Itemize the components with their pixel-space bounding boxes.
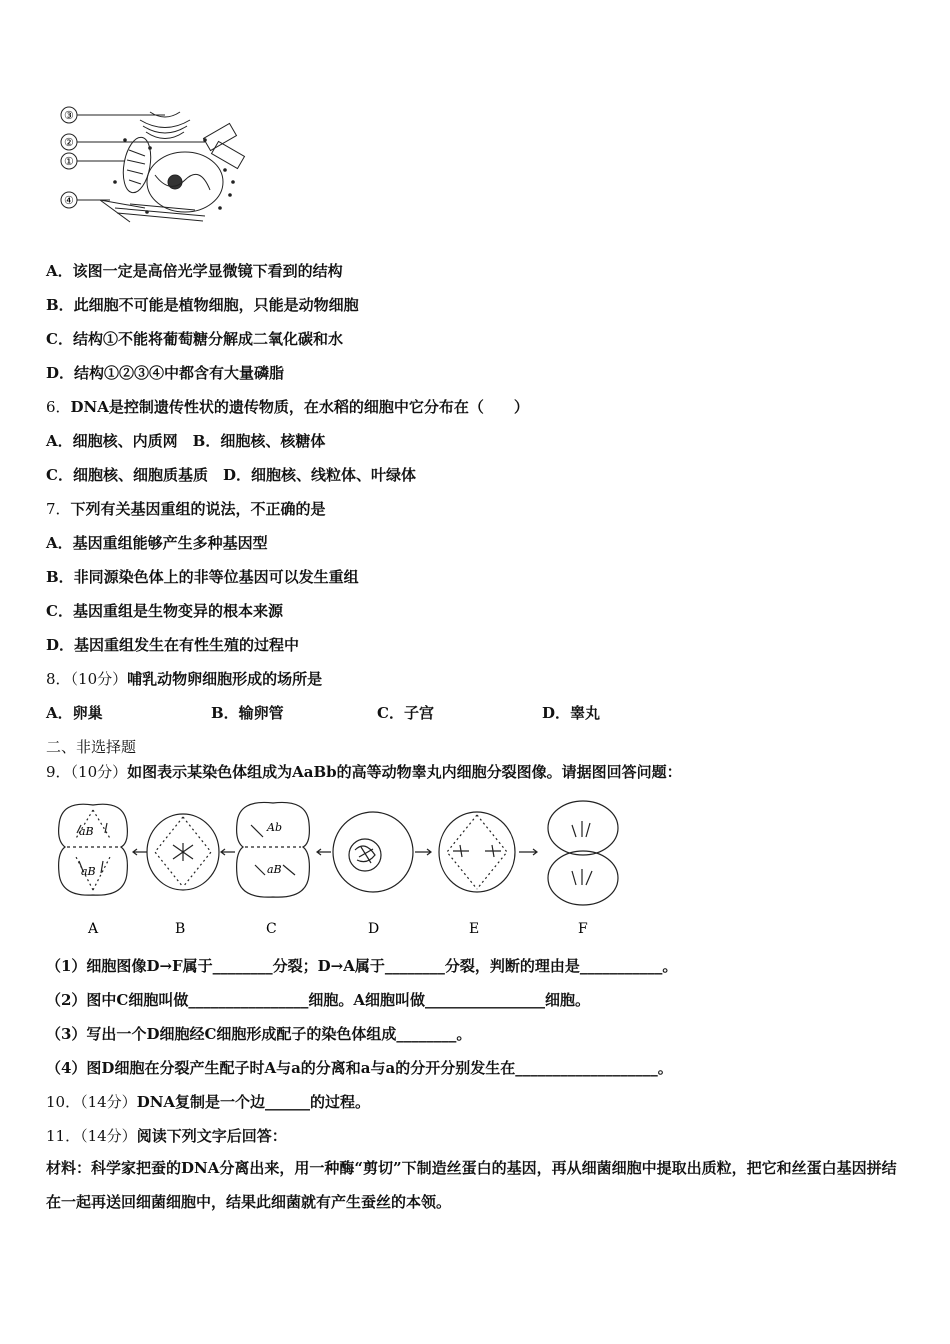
- centriole: [204, 123, 245, 168]
- q6-stem: DNA是控制遗传性状的遗传物质，在水稻的细胞中它分布在（ ）: [70, 398, 529, 416]
- q8-number: 8．（10分）: [46, 670, 128, 688]
- cell-label-a: A: [88, 921, 99, 937]
- q6-options-row1: A．细胞核、内质网 B．细胞核、核糖体: [46, 432, 326, 450]
- q11-stem: 阅读下列文字后回答：: [136, 1127, 287, 1145]
- cell-f: [548, 801, 618, 905]
- golgi-apparatus: [140, 112, 190, 139]
- label-1: ①: [64, 155, 74, 168]
- cell-c: [237, 802, 310, 897]
- cell-a: [59, 804, 128, 895]
- cell-b: [147, 814, 219, 890]
- q9-sub-4: （4）图D细胞在分裂产生配子时A与a的分离和a与a的分开分别发生在___________________。: [46, 1059, 673, 1077]
- q6-number: 6．: [46, 398, 71, 416]
- cell-label-f: F: [578, 921, 588, 937]
- nucleus: [147, 152, 223, 212]
- q11-material: 材料：科学家把蚕的DNA分离出来，用一种酶“剪切”下制造丝蛋白的基因，再从细菌细胞中提取出质粒，把它和丝蛋白基因拼结在一起再送回细菌细胞中，结果此细菌就有产生蚕丝的本领。: [46, 1159, 897, 1211]
- gene-label-a-top: aB: [79, 825, 94, 838]
- q5-option-d: D．结构①②③④中都含有大量磷脂: [46, 364, 285, 382]
- q9-sub-1: （1）细胞图像D→F属于________分裂；D→A属于________分裂，判断的理由是___________。: [46, 957, 678, 975]
- endoplasmic-reticulum: [115, 204, 205, 221]
- q5-option-a: A．该图一定是高倍光学显微镜下看到的结构: [46, 262, 343, 280]
- q9-number: 9．（10分）: [46, 763, 128, 781]
- cell-division-figure: [55, 795, 645, 945]
- q5-option-c: C．结构①不能将葡萄糖分解成二氧化碳和水: [46, 330, 343, 348]
- q9-sub-2: （2）图中C细胞叫做________________细胞。A细胞叫做________________细胞。: [46, 991, 591, 1009]
- q7-option-c: C．基因重组是生物变异的根本来源: [46, 602, 283, 620]
- q11-question: [46, 1126, 287, 1146]
- cell-e: [439, 812, 515, 892]
- q8-stem: 哺乳动物卵细胞形成的场所是: [127, 670, 323, 688]
- q9-sub-3: （3）写出一个D细胞经C细胞形成配子的染色体组成________。: [46, 1025, 472, 1043]
- q8-option-a: A．卵巢: [46, 704, 103, 722]
- label-4: ④: [64, 194, 74, 207]
- gene-label-c-top: Ab: [267, 821, 282, 834]
- label-2: ②: [64, 136, 74, 149]
- q7-option-a: A．基因重组能够产生多种基因型: [46, 534, 268, 552]
- q9-question: [46, 762, 682, 782]
- q10-question: [46, 1092, 370, 1112]
- q8-question: [46, 669, 322, 689]
- cell-label-e: E: [469, 921, 480, 937]
- q7-question: [46, 499, 326, 519]
- cell-label-d: D: [368, 921, 380, 937]
- cell-label-c: C: [266, 921, 277, 937]
- q6-options-row2: C．细胞核、细胞质基质 D．细胞核、线粒体、叶绿体: [46, 466, 416, 484]
- label-3: ③: [64, 109, 74, 122]
- label-3-marker: [61, 107, 165, 123]
- q5-option-b: B．此细胞不可能是植物细胞，只能是动物细胞: [46, 296, 359, 314]
- cell-d: [333, 812, 413, 892]
- gene-label-c-bottom: aB: [267, 863, 282, 876]
- section-heading: 二、非选择题: [46, 738, 137, 756]
- q7-number: 7．: [46, 500, 71, 518]
- cell-structure-figure: [55, 100, 255, 230]
- q8-option-c: C．子宫: [377, 704, 434, 722]
- q6-question: [46, 397, 529, 417]
- q7-stem: 下列有关基因重组的说法，不正确的是: [70, 500, 326, 518]
- q10-number: 10．（14分）: [46, 1093, 137, 1111]
- process-arrows: [133, 849, 537, 855]
- q8-option-d: D．睾丸: [542, 704, 601, 722]
- q7-option-d: D．基因重组发生在有性生殖的过程中: [46, 636, 300, 654]
- cell-label-b: B: [175, 921, 186, 937]
- mitochondrion: [119, 135, 154, 195]
- q8-option-b: B．输卵管: [211, 704, 284, 722]
- q7-option-b: B．非同源染色体上的非等位基因可以发生重组: [46, 568, 359, 586]
- q9-stem: 如图表示某染色体组成为AaBb的高等动物睾丸内细胞分裂图像。请据图回答问题：: [127, 763, 682, 781]
- gene-label-a-bottom: aB: [81, 865, 96, 878]
- q11-number: 11．（14分）: [46, 1127, 137, 1145]
- q10-stem: DNA复制是一个边______的过程。: [136, 1093, 371, 1111]
